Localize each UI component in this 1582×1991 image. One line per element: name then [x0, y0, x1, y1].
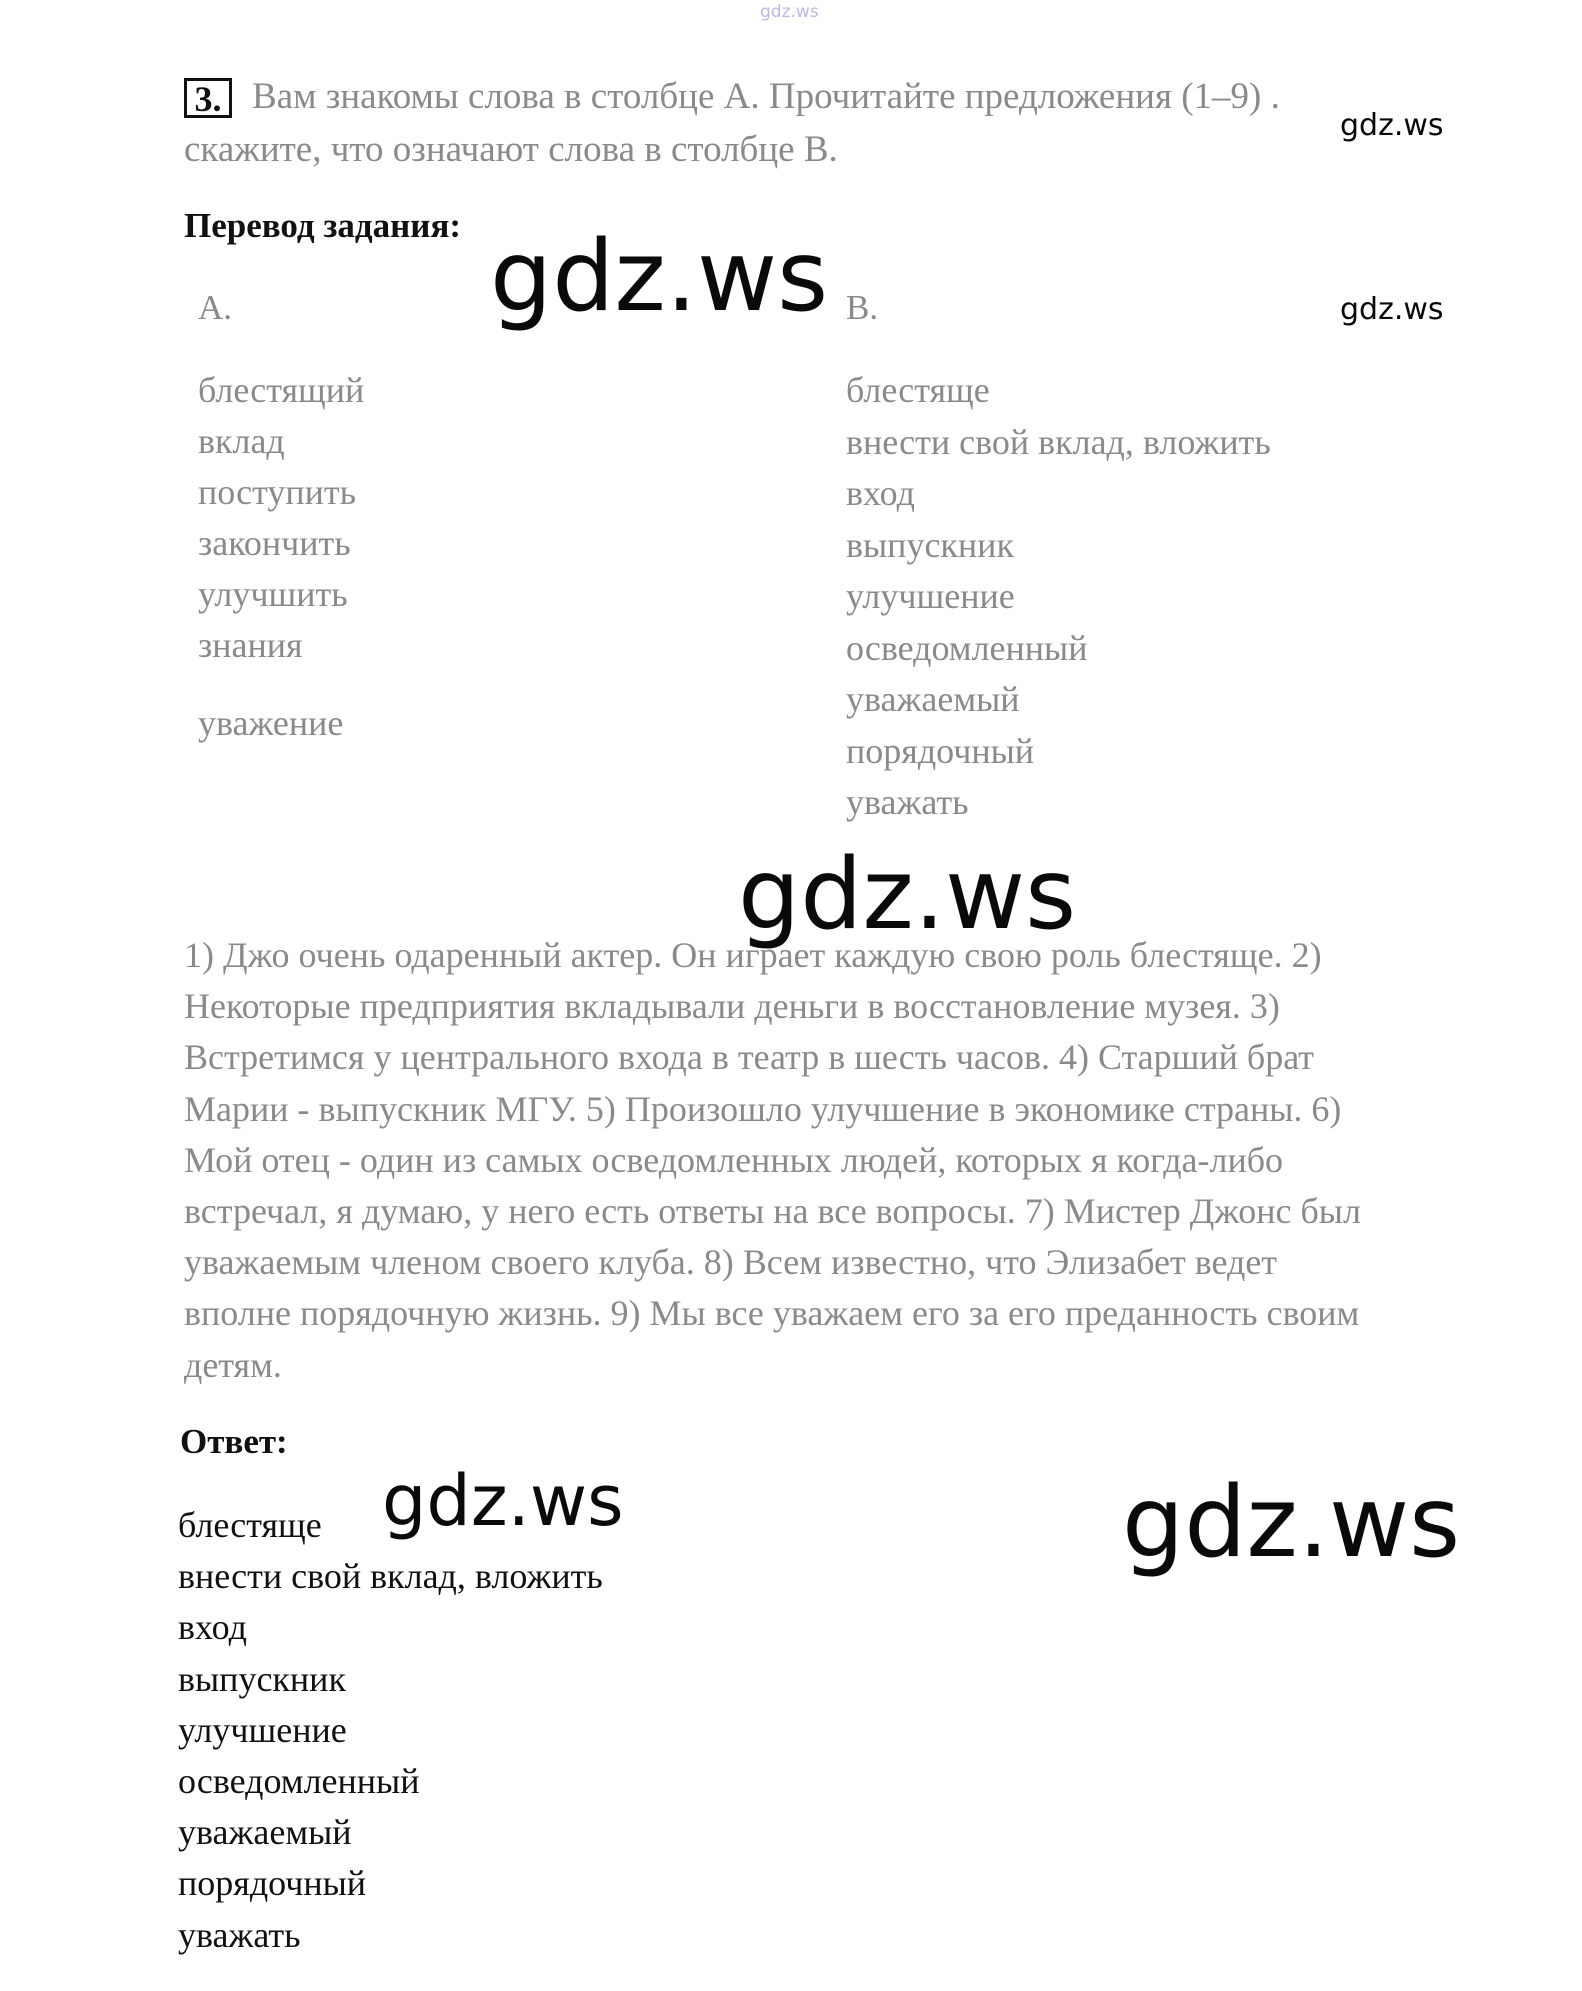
watermark-logo: gdz.ws	[1340, 108, 1444, 143]
sentence-line: детям.	[184, 1344, 282, 1385]
column-b-list	[846, 365, 1271, 829]
column-b-word: уважать	[846, 782, 969, 822]
column-b-word: уважаемый	[846, 679, 1020, 719]
column-b-word: порядочный	[846, 730, 1035, 771]
column-b-word: блестяще	[846, 370, 990, 410]
column-b-word: выпускник	[846, 524, 1014, 565]
sentence-line: уважаемым членом своего клуба. 8) Всем известно, что Элизабет ведет	[184, 1242, 1278, 1283]
watermark-logo: gdz.ws	[1340, 292, 1444, 327]
sentence-line: Марии - выпускник МГУ. 5) Произошло улучшение в экономике страны. 6)	[184, 1088, 1342, 1129]
column-b-heading: В.	[846, 288, 879, 327]
answer-word: уважать	[178, 1914, 301, 1955]
answer-word: внести свой вклад, вложить	[178, 1556, 603, 1597]
column-a-heading: А.	[198, 288, 233, 327]
sentence-line: вполне порядочную жизнь. 9) Мы все уважаем его за его преданность своим	[184, 1293, 1360, 1334]
task-text-line-2: скажите, что означают слова в столбце В.	[184, 129, 838, 170]
column-a-word: закончить	[198, 523, 351, 563]
column-a-word: блестящий	[198, 370, 365, 410]
translation-heading: Перевод задания:	[184, 206, 462, 245]
sentence-line: Мой отец - один из самых осведомленных людей, которых я когда-либо	[184, 1139, 1284, 1180]
column-a-word: вклад	[198, 421, 285, 461]
top-watermark: gdz.ws	[760, 2, 819, 22]
watermark-logo: gdz.ws	[490, 220, 829, 334]
task-number-box: 3.	[184, 78, 232, 118]
task-text-line-1: Вам знакомы слова в столбце А. Прочитайте предложения (1–9) .	[252, 76, 1280, 117]
answer-heading: Ответ:	[180, 1422, 288, 1461]
sentence-line: встречал, я думаю, у него есть ответы на все вопросы. 7) Мистер Джонс был	[184, 1191, 1361, 1232]
sentence-line: Встретимся у центрального входа в театр в шесть часов. 4) Старший брат	[184, 1037, 1315, 1078]
watermark-logo: gdz.ws	[1122, 1466, 1461, 1580]
answer-word: порядочный	[178, 1863, 367, 1904]
answer-word: выпускник	[178, 1658, 346, 1699]
column-b-word: осведомленный	[846, 627, 1088, 668]
answer-word: уважаемый	[178, 1812, 352, 1853]
column-a-word: знания	[198, 625, 303, 665]
column-b-word: улучшение	[846, 576, 1015, 616]
column-a-word: поступить	[198, 472, 357, 512]
watermark-logo: gdz.ws	[382, 1460, 624, 1542]
example-sentences	[184, 930, 1464, 1391]
column-b-word: внести свой вклад, вложить	[846, 421, 1271, 462]
answer-list	[178, 1500, 603, 1961]
answer-word: улучшение	[178, 1709, 347, 1750]
column-a-word: улучшить	[198, 574, 348, 614]
sentence-line: Некоторые предприятия вкладывали деньги в восстановление музея. 3)	[184, 986, 1280, 1027]
column-a-list	[198, 365, 364, 749]
column-b-word: вход	[846, 473, 915, 513]
watermark-logo: gdz.ws	[738, 838, 1077, 952]
sentence-line: 1) Джо очень одаренный актер. Он играет каждую свою роль блестяще. 2)	[184, 935, 1322, 975]
column-a-word: уважение	[198, 703, 344, 743]
answer-word: осведомленный	[178, 1761, 420, 1802]
answer-word: блестяще	[178, 1505, 322, 1545]
answer-word: вход	[178, 1607, 247, 1648]
